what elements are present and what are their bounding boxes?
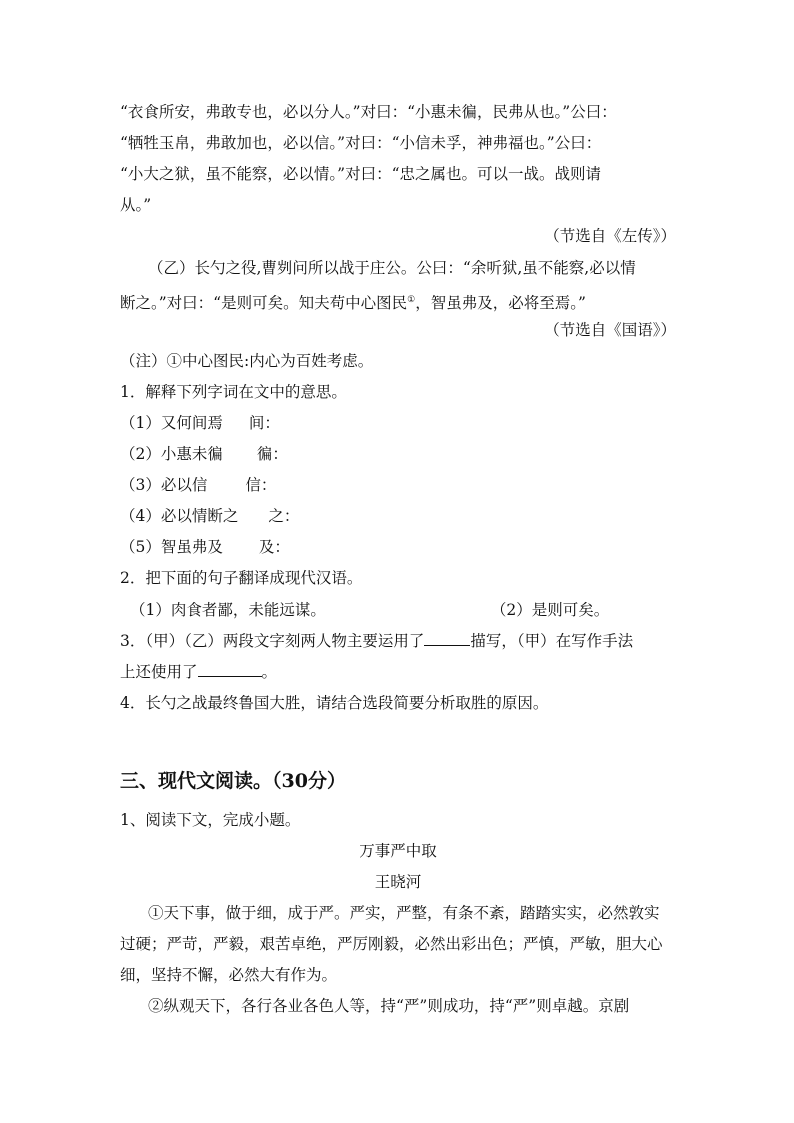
q1-item-5	[120, 535, 676, 559]
q3-part-3: 上还使用了	[120, 663, 198, 681]
q1-item-3	[120, 473, 676, 497]
q1-item-3-phrase: （3）必以信	[120, 476, 208, 494]
q3-line-2	[120, 660, 676, 684]
passage-yi-source: （节选自《国语》）	[544, 321, 676, 339]
passage-jia-line-2: “牺牲玉帛，弗敢加也，必以信。”对曰：“小信未孚，神弗福也。”公曰：	[120, 134, 602, 152]
article-title: 万事严中取	[359, 842, 437, 860]
article-p2-line-1: ②纵观天下，各行各业各色人等，持“严”则成功，持“严”则卓越。京剧	[148, 997, 630, 1015]
passage-yi-line-1: （乙）长勺之役,曹刿问所以战于庄公。公曰：“余听狱,虽不能察,必以情	[148, 259, 636, 277]
q1-item-5-phrase: （5）智虽弗及	[120, 538, 223, 556]
q3-line-1	[120, 629, 676, 653]
q4-stem: 4．长勺之战最终鲁国大胜，请结合选段简要分析取胜的原因。	[120, 694, 549, 712]
passage-jia-line-1: “衣食所安，弗敢专也，必以分人。”对曰：“小惠未徧，民弗从也。”公曰：	[120, 103, 617, 121]
q2-stem: 2．把下面的句子翻译成现代汉语。	[120, 569, 363, 587]
q1-item-1-phrase: （1）又何间焉	[120, 414, 223, 432]
article-p1-line-1: ①天下事，做于细，成于严。严实，严整，有条不紊，踏踏实实，必然敦实	[148, 904, 660, 922]
q3-part-2: 描写，（甲）在写作手法	[470, 632, 634, 650]
q1-item-4-target: 之：	[268, 507, 300, 525]
q1-item-3-target: 信：	[245, 476, 277, 494]
q3-blank-1[interactable]	[424, 631, 470, 646]
q1-stem: 1．解释下列字词在文中的意思。	[120, 383, 347, 401]
q1-item-4	[120, 504, 676, 528]
q3-part-1: 3．（甲）（乙）两段文字刻两人物主要运用了	[120, 632, 425, 650]
passage-yi-line-2	[120, 288, 676, 315]
q2-sentence-2: （2）是则可矣。	[490, 601, 610, 619]
footnote-mark: ①	[407, 295, 416, 305]
q1-item-4-phrase: （4）必以情断之	[120, 507, 239, 525]
q3-blank-2[interactable]	[198, 662, 262, 677]
section-3-instruction: 1、阅读下文，完成小题。	[120, 811, 301, 829]
passage-jia-line-3: “小大之狱，虽不能察，必以情。”对曰：“忠之属也。可以一战。战则请	[120, 165, 602, 183]
passage-jia-line-4: 从。”	[120, 196, 152, 214]
section-3-heading: 三、现代文阅读。（30分）	[120, 770, 346, 792]
passage-yi-line-2a: 断之。”对曰：“是则可矣。知夫苟中心图民	[120, 294, 408, 313]
q1-item-2-phrase: （2）小惠未徧	[120, 445, 223, 463]
q1-item-2	[120, 442, 676, 466]
article-p1-line-2: 过硬；严苛，严毅，艰苦卓绝，严厉刚毅，必然出彩出色；严慎，严敏，胆大心	[120, 935, 663, 953]
q2-sentence-1: （1）肉食者鄙，未能远谋。	[130, 601, 326, 619]
q1-item-1-target: 间：	[248, 414, 280, 432]
q1-item-1	[120, 411, 676, 435]
passage-yi-line-2b: ，智虽弗及，必将至焉。”	[415, 294, 586, 313]
q1-item-5-target: 及：	[258, 538, 290, 556]
q3-part-4: 。	[261, 663, 278, 681]
article-p1-line-3: 细，坚持不懈，必然大有作为。	[120, 966, 338, 984]
article-author: 王晓河	[374, 873, 422, 891]
passage-jia-source: （节选自《左传》）	[544, 227, 676, 245]
q1-item-2-target: 徧：	[256, 445, 288, 463]
q2-sentences	[130, 598, 676, 622]
footnote: （注）①中心图民:内心为百姓考虑。	[120, 352, 374, 370]
